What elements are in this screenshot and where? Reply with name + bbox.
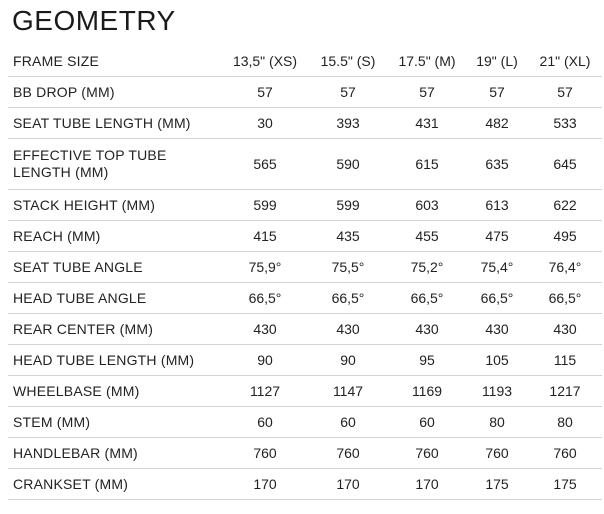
table-cell: 57 [466,77,528,108]
row-label: STEM (MM) [8,407,222,438]
table-row [8,376,602,407]
table-cell: 599 [308,190,388,221]
table-cell: 170 [388,469,466,500]
table-cell: 75,2° [388,252,466,283]
table-cell: 475 [466,221,528,252]
table-cell: 90 [222,345,308,376]
table-cell: 75,5° [308,252,388,283]
table-cell: 170 [308,469,388,500]
table-cell: 80 [528,407,602,438]
table-cell: 760 [222,438,308,469]
table-cell: 431 [388,108,466,139]
geometry-table-body [8,77,602,500]
row-label: HANDLEBAR (MM) [8,438,222,469]
frame-size-header: FRAME SIZE [8,46,222,77]
table-cell: 565 [222,139,308,190]
size-header-s: 15.5" (S) [308,46,388,77]
table-cell: 1147 [308,376,388,407]
row-label: EFFECTIVE TOP TUBE LENGTH (MM) [8,139,222,190]
table-cell: 1169 [388,376,466,407]
table-cell: 615 [388,139,466,190]
table-cell: 430 [308,314,388,345]
row-label: REAR CENTER (MM) [8,314,222,345]
table-cell: 57 [308,77,388,108]
geometry-table [8,46,602,500]
table-cell: 175 [528,469,602,500]
table-cell: 645 [528,139,602,190]
size-header-l: 19" (L) [466,46,528,77]
table-cell: 415 [222,221,308,252]
size-header-xs: 13,5" (XS) [222,46,308,77]
size-header-xl: 21" (XL) [528,46,602,77]
table-cell: 60 [222,407,308,438]
table-cell: 603 [388,190,466,221]
table-cell: 1127 [222,376,308,407]
table-cell: 599 [222,190,308,221]
table-cell: 57 [528,77,602,108]
header-row [8,46,602,77]
table-cell: 90 [308,345,388,376]
table-cell: 1217 [528,376,602,407]
table-cell: 760 [466,438,528,469]
row-label: SEAT TUBE ANGLE [8,252,222,283]
table-row [8,469,602,500]
table-cell: 80 [466,407,528,438]
table-row [8,139,602,190]
table-cell: 170 [222,469,308,500]
table-cell: 482 [466,108,528,139]
row-label: WHEELBASE (MM) [8,376,222,407]
table-cell: 622 [528,190,602,221]
table-cell: 75,4° [466,252,528,283]
table-cell: 760 [308,438,388,469]
table-cell: 455 [388,221,466,252]
table-cell: 393 [308,108,388,139]
table-cell: 533 [528,108,602,139]
table-cell: 60 [388,407,466,438]
table-cell: 66,5° [388,283,466,314]
table-cell: 75,9° [222,252,308,283]
row-label: REACH (MM) [8,221,222,252]
table-cell: 115 [528,345,602,376]
table-cell: 95 [388,345,466,376]
row-label: HEAD TUBE ANGLE [8,283,222,314]
table-cell: 590 [308,139,388,190]
row-label: HEAD TUBE LENGTH (MM) [8,345,222,376]
table-cell: 760 [528,438,602,469]
table-cell: 66,5° [308,283,388,314]
row-label: BB DROP (MM) [8,77,222,108]
table-cell: 495 [528,221,602,252]
table-row [8,407,602,438]
table-row [8,283,602,314]
table-cell: 430 [222,314,308,345]
table-cell: 76,4° [528,252,602,283]
table-cell: 635 [466,139,528,190]
table-cell: 66,5° [466,283,528,314]
table-row [8,108,602,139]
table-row [8,345,602,376]
table-cell: 57 [388,77,466,108]
table-cell: 66,5° [528,283,602,314]
table-cell: 760 [388,438,466,469]
table-cell: 66,5° [222,283,308,314]
table-cell: 430 [528,314,602,345]
table-cell: 435 [308,221,388,252]
table-cell: 430 [388,314,466,345]
table-cell: 60 [308,407,388,438]
table-cell: 613 [466,190,528,221]
row-label: STACK HEIGHT (MM) [8,190,222,221]
table-cell: 30 [222,108,308,139]
table-cell: 175 [466,469,528,500]
table-cell: 105 [466,345,528,376]
table-row [8,314,602,345]
table-cell: 430 [466,314,528,345]
table-row [8,438,602,469]
table-cell: 1193 [466,376,528,407]
size-header-m: 17.5" (M) [388,46,466,77]
row-label: CRANKSET (MM) [8,469,222,500]
page-title: GEOMETRY [12,5,176,36]
table-row [8,252,602,283]
table-row [8,221,602,252]
table-cell: 57 [222,77,308,108]
table-row [8,190,602,221]
table-row [8,77,602,108]
row-label: SEAT TUBE LENGTH (MM) [8,108,222,139]
